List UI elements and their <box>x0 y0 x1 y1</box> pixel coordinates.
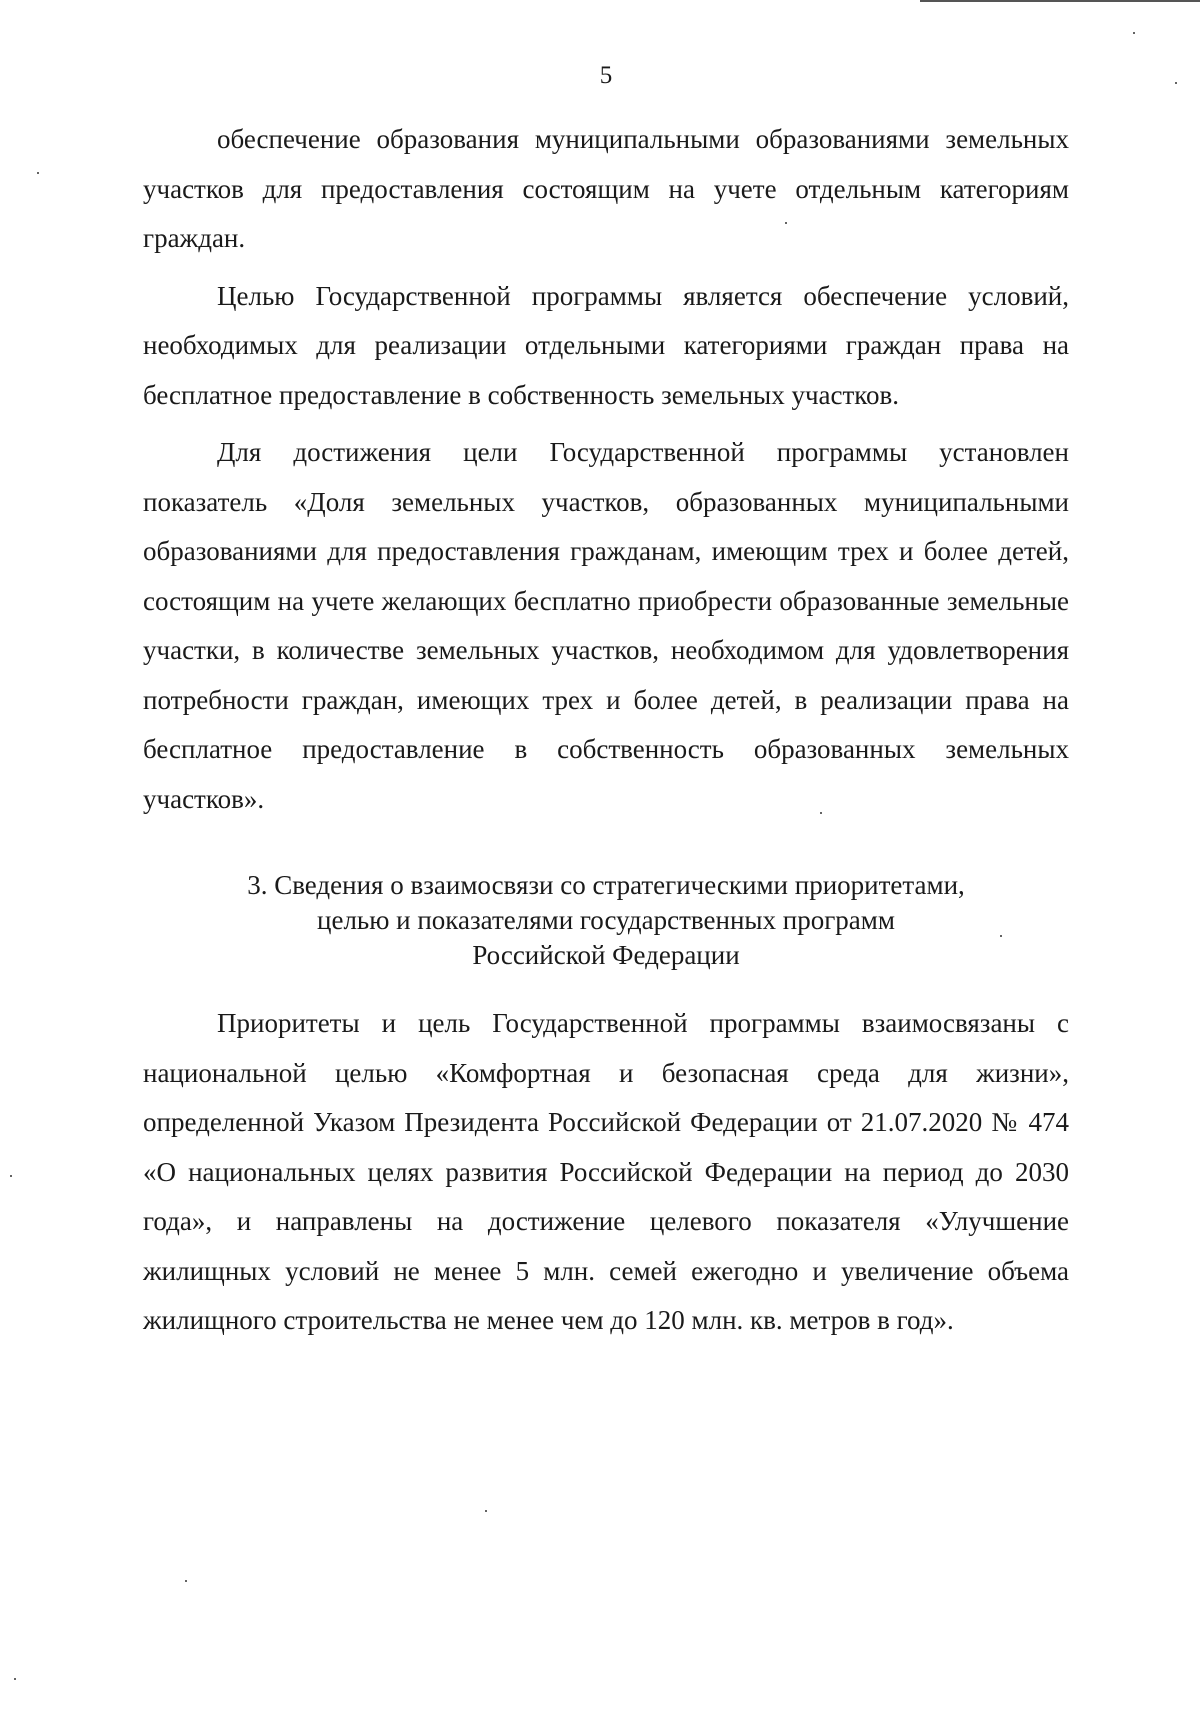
section-heading-line-1: 3. Сведения о взаимосвязи со стратегическими приоритетами, <box>247 870 965 900</box>
paragraph-program-goal: Целью Государственной программы является обеспечение условий, необходимых для реализации отдельными категориями граждан права на бесплатное предоставление в собственность земельных участков. <box>143 280 1069 410</box>
paragraph-priorities: Приоритеты и цель Государственной программы взаимосвязаны с национальной целью «Комфортная и безопасная среда для жизни», определенной Указом Президента Российской Федерации от 21.07.2020 № 474 «О национальных целях развития Российской Федерации на период до 2030 года», и направлены на достижение целевого показателя «Улучшение жилищных условий не менее 5 млн. семей ежегодно и увеличение объема жилищного строительства не менее чем до 120 млн. кв. метров в год». <box>143 1008 1069 1335</box>
scan-speck <box>10 1175 12 1177</box>
section-heading-line-3: Российской Федерации <box>472 940 740 970</box>
paragraph-indicator: Для достижения цели Государственной программы установлен показатель «Доля земельных участков, образованных муниципальными образованиями для предоставления гражданам, имеющим трех и более детей, состоящим на учете желающих бесплатно приобрести образованные земельные участки, в количестве земельных участков, необходимом для удовлетворения потребности граждан, имеющих трех и более детей, в реализации права на бесплатное предоставление в собственность образованных земельных участков». <box>143 437 1069 814</box>
scan-speck <box>14 1678 16 1680</box>
scan-speck <box>1133 32 1135 34</box>
scan-speck <box>820 812 822 814</box>
section-heading-line-2: целью и показателями государственных программ <box>317 905 895 935</box>
document-body <box>143 115 1069 1354</box>
scan-speck <box>485 1510 487 1512</box>
scan-speck <box>185 1580 187 1582</box>
paragraph-continuation: обеспечение образования муниципальными образованиями земельных участков для предоставления состоящим на учете отдельным категориям граждан. <box>143 124 1069 253</box>
section-heading <box>143 868 1069 973</box>
scan-speck <box>1175 82 1177 84</box>
scan-speck <box>785 222 787 224</box>
scan-speck <box>37 172 39 174</box>
scan-speck <box>1000 935 1002 937</box>
scan-edge-line <box>920 0 1200 2</box>
page-number: 5 <box>599 62 613 89</box>
